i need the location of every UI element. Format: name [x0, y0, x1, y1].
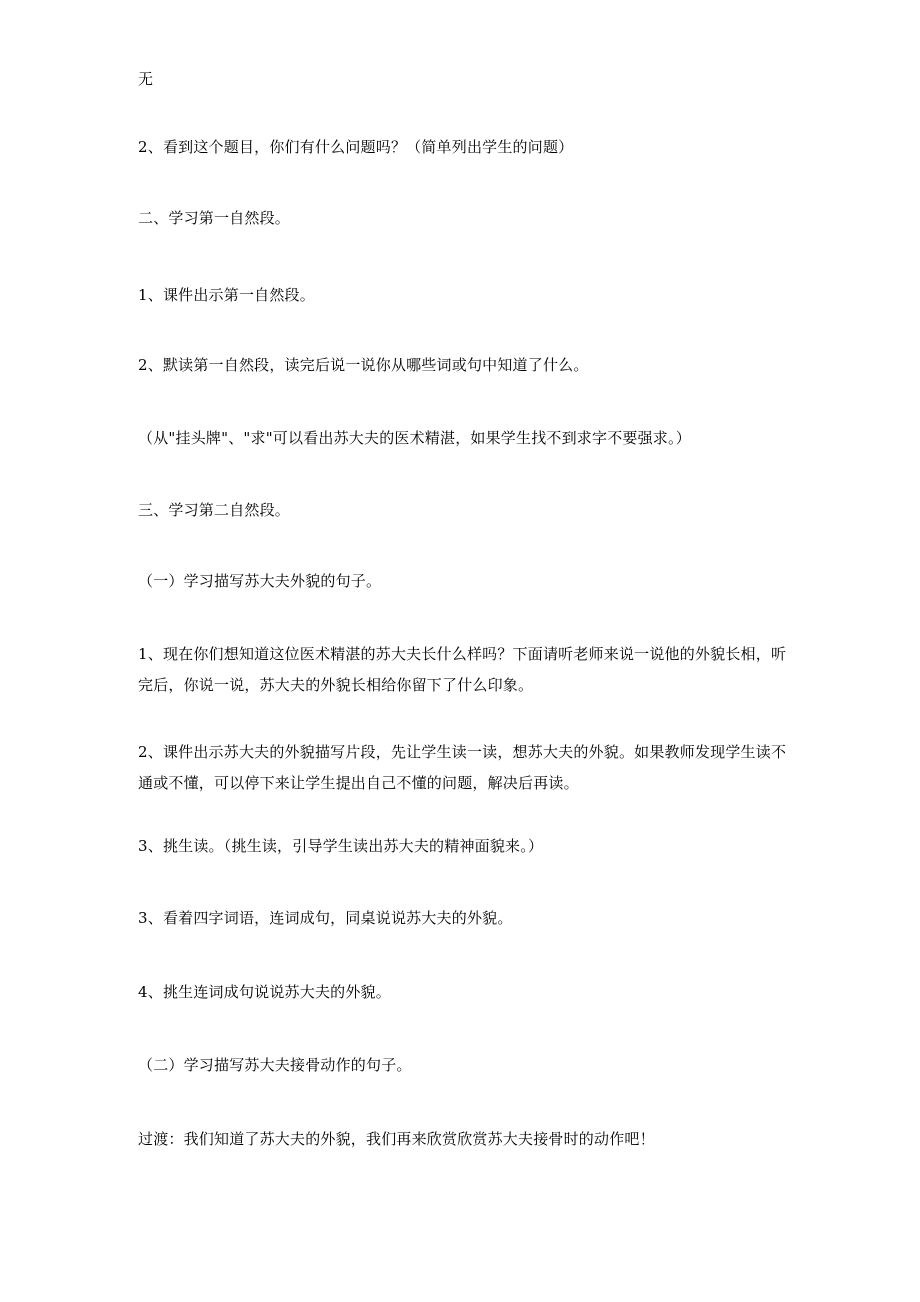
subsection-heading-1: （一）学习描写苏大夫外貌的句子。	[138, 572, 382, 590]
paragraph-5: （从"挂头牌"、"求"可以看出苏大夫的医术精湛，如果学生找不到求字不要强求。）	[138, 429, 691, 447]
paragraph-8: 3、挑生读。（挑生读，引导学生读出苏大夫的精神面貌来。）	[138, 837, 544, 855]
paragraph-3: 1、课件出示第一自然段。	[138, 286, 315, 304]
paragraph-11: 过渡：我们知道了苏大夫的外貌，我们再来欣赏欣赏苏大夫接骨时的动作吧！	[138, 1130, 655, 1148]
section-heading-2: 二、学习第一自然段。	[138, 209, 291, 227]
paragraph-4: 2、默读第一自然段，读完后说一说你从哪些词或句中知道了什么。	[138, 356, 589, 374]
paragraph-6: 1、现在你们想知道这位医术精湛的苏大夫长什么样吗？下面请听老师来说一说他的外貌长相，听完后，你说一说，苏大夫的外貌长相给你留下了什么印象。	[138, 645, 787, 694]
paragraph-1: 无	[138, 70, 154, 88]
paragraph-2: 2、看到这个题目，你们有什么问题吗？（简单列出学生的问题）	[138, 138, 574, 156]
paragraph-9: 3、看着四字词语，连词成句，同桌说说苏大夫的外貌。	[138, 909, 513, 927]
subsection-heading-2: （二）学习描写苏大夫接骨动作的句子。	[138, 1056, 412, 1074]
paragraph-10: 4、挑生连词成句说说苏大夫的外貌。	[138, 983, 391, 1001]
paragraph-7: 2、课件出示苏大夫的外貌描写片段，先让学生读一读，想苏大夫的外貌。如果教师发现学生读不通或不懂，可以停下来让学生提出自己不懂的问题，解决后再读。	[138, 743, 787, 792]
section-heading-3: 三、学习第二自然段。	[138, 501, 291, 519]
